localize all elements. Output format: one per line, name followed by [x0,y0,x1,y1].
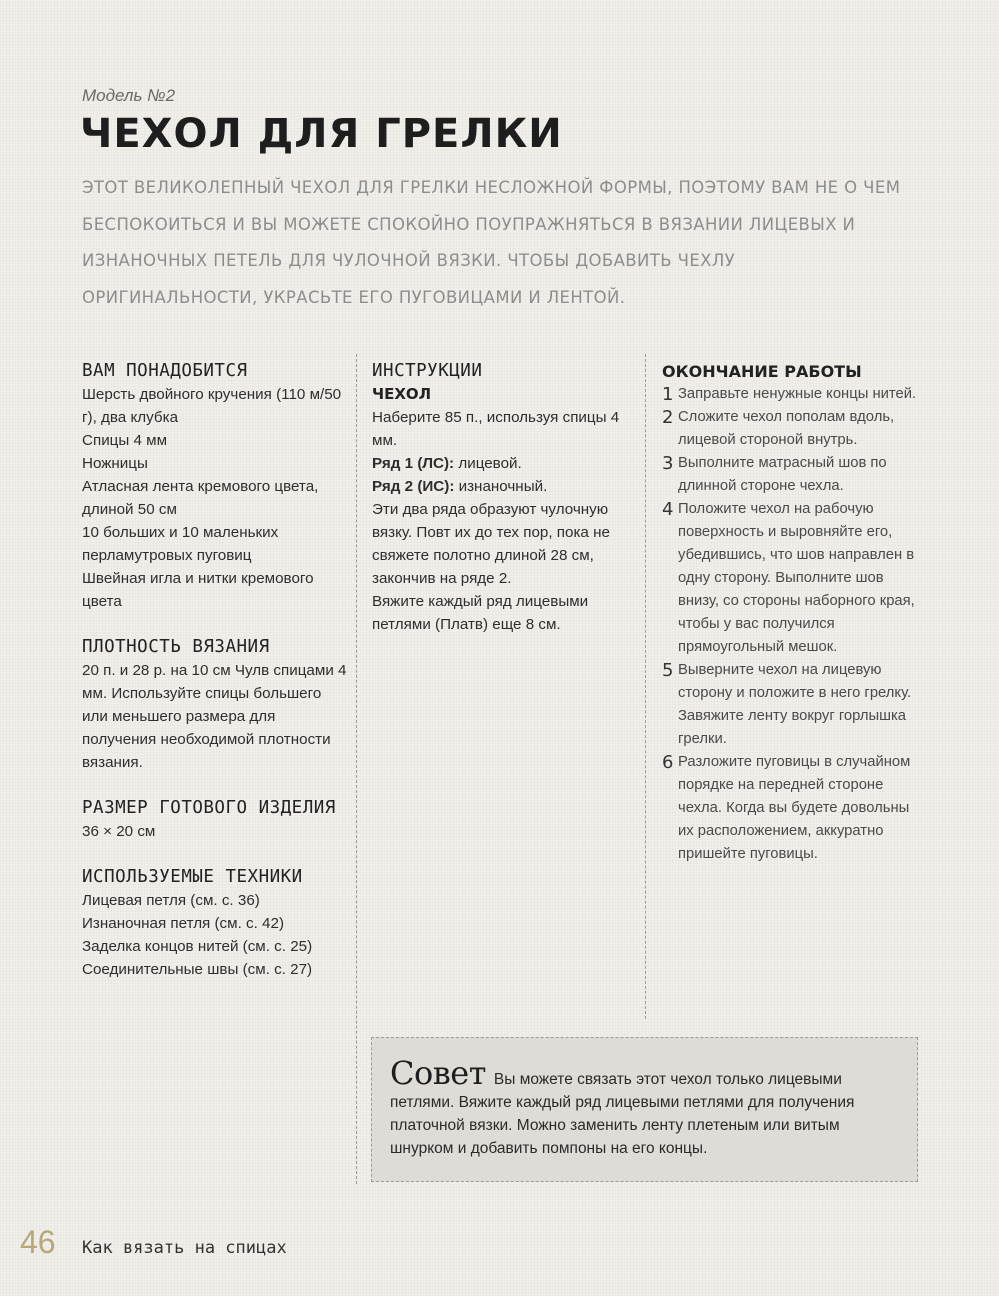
list-item: Спицы 4 мм [82,432,168,449]
row-1-label: Ряд 1 (ЛС): [372,455,455,472]
row-2-text: изнаночный. [458,478,548,495]
list-item: Заделка концов нитей (см. с. 25) [82,938,313,955]
list-item: Ножницы [82,455,148,472]
row-1-text: лицевой. [458,455,522,472]
step-text: Выполните матрасный шов по длинной стороне чехла. [678,455,887,494]
step-number: 6 [662,752,674,773]
right-column [662,360,922,866]
row-2-label: Ряд 2 (ИС): [372,478,455,495]
tip-title: Совет [390,1054,486,1092]
step-item [662,452,922,498]
intro-text: ЭТОТ ВЕЛИКОЛЕПНЫЙ ЧЕХОЛ ДЛЯ ГРЕЛКИ НЕСЛОЖНОЙ ФОРМЫ, ПОЭТОМУ ВАМ НЕ О ЧЕМ БЕСПОКОИТЬСЯ И ВЫ МОЖЕТЕ СПОКОЙНО ПОУПРАЖНЯТЬСЯ В ВЯЗАНИИ ЛИЦЕВЫХ И ИЗНАНОЧНЫХ ПЕТЕЛЬ ДЛЯ ЧУЛОЧНОЙ ВЯЗКИ. ЧТОБЫ ДОБАВИТЬ ЧЕХЛУ ОРИГИНАЛЬНОСТИ, УКРАСЬТЕ ЕГО ПУГОВИЦАМИ И ЛЕНТОЙ. [82,178,901,307]
step-number: 3 [662,453,674,474]
step-number: 4 [662,499,674,520]
cast-on-text: Наберите 85 п., используя спицы 4 мм. [372,409,620,449]
step-text: Сложите чехол пополам вдоль, лицевой стороной внутрь. [678,409,895,448]
instructions-paragraph: Вяжите каждый ряд лицевыми петлями (Платв) еще 8 см. [372,593,589,633]
row-2 [372,475,634,498]
left-column [82,360,347,1004]
step-text: Заправьте ненужные концы нитей. [678,386,917,402]
list-item: Соединительные швы (см. с. 27) [82,961,313,978]
finishing-steps [662,383,922,866]
size-heading: РАЗМЕР ГОТОВОГО ИЗДЕЛИЯ [82,798,336,818]
finishing-heading: ОКОНЧАНИЕ РАБОТЫ [662,362,862,381]
tip-text: Вы можете связать этот чехол только лицевыми петлями. Вяжите каждый ряд лицевыми петлями для получения платочной вязки. Можно заменить ленту плетеным или витым шнурком и добавить помпоны на его концы. [390,1071,855,1157]
list-item: Швейная игла и нитки кремового цвета [82,570,314,610]
step-text: Разложите пуговицы в случайном порядке на передней стороне чехла. Когда вы будете довольны их расположением, аккуратно пришейте пуговицы. [678,754,911,862]
step-item [662,383,922,406]
step-text: Выверните чехол на лицевую сторону и положите в него грелку. Завяжите ленту вокруг горлышка грелки. [678,662,912,747]
step-number: 2 [662,407,674,428]
model-label: Модель №2 [82,86,176,105]
gauge-heading: ПЛОТНОСТЬ ВЯЗАНИЯ [82,637,270,657]
column-divider-left [356,354,357,1184]
middle-column [372,360,634,636]
techniques-heading: ИСПОЛЬЗУЕМЫЕ ТЕХНИКИ [82,867,303,887]
techniques-list [82,889,347,981]
row-1 [372,452,634,475]
instructions-paragraph: Эти два ряда образуют чулочную вязку. Повт их до тех пор, пока не свяжете полотно длиной 28 см, закончив на ряде 2. [372,501,610,587]
list-item: Атласная лента кремового цвета, длиной 50 см [82,478,319,518]
tip-box [371,1037,918,1182]
step-item [662,498,922,659]
step-number: 1 [662,384,674,405]
step-number: 5 [662,660,674,681]
step-item [662,659,922,751]
materials-heading: ВАМ ПОНАДОБИТСЯ [82,361,248,381]
gauge-section [82,636,347,774]
column-divider-right [645,354,646,1019]
techniques-section [82,866,347,981]
page-number: 46 [20,1224,56,1260]
step-text: Положите чехол на рабочую поверхность и выровняйте его, убедившись, что шов направлен в одну сторону. Выполните шов внизу, со стороны наборного края, чтобы у вас получился прямоугольный мешок. [678,501,915,655]
size-section [82,797,347,843]
gauge-text: 20 п. и 28 р. на 10 см Чулв спицами 4 мм. Используйте спицы большего или меньшего размера для получения необходимой плотности вязания. [82,662,347,771]
page-title: ЧЕХОЛ ДЛЯ ГРЕЛКИ [80,111,563,157]
instructions-heading: ИНСТРУКЦИИ [372,361,483,381]
materials-list [82,383,347,613]
instructions-subheading: ЧЕХОЛ [372,385,432,403]
running-title: Как вязать на спицах [82,1238,287,1258]
list-item: Изнаночная петля (см. с. 42) [82,915,285,932]
size-text: 36 × 20 см [82,823,156,840]
step-item [662,751,922,866]
list-item: Лицевая петля (см. с. 36) [82,892,260,909]
list-item: 10 больших и 10 маленьких перламутровых пуговиц [82,524,279,564]
step-item [662,406,922,452]
materials-section [82,360,347,613]
list-item: Шерсть двойного кручения (110 м/50 г), два клубка [82,386,342,426]
